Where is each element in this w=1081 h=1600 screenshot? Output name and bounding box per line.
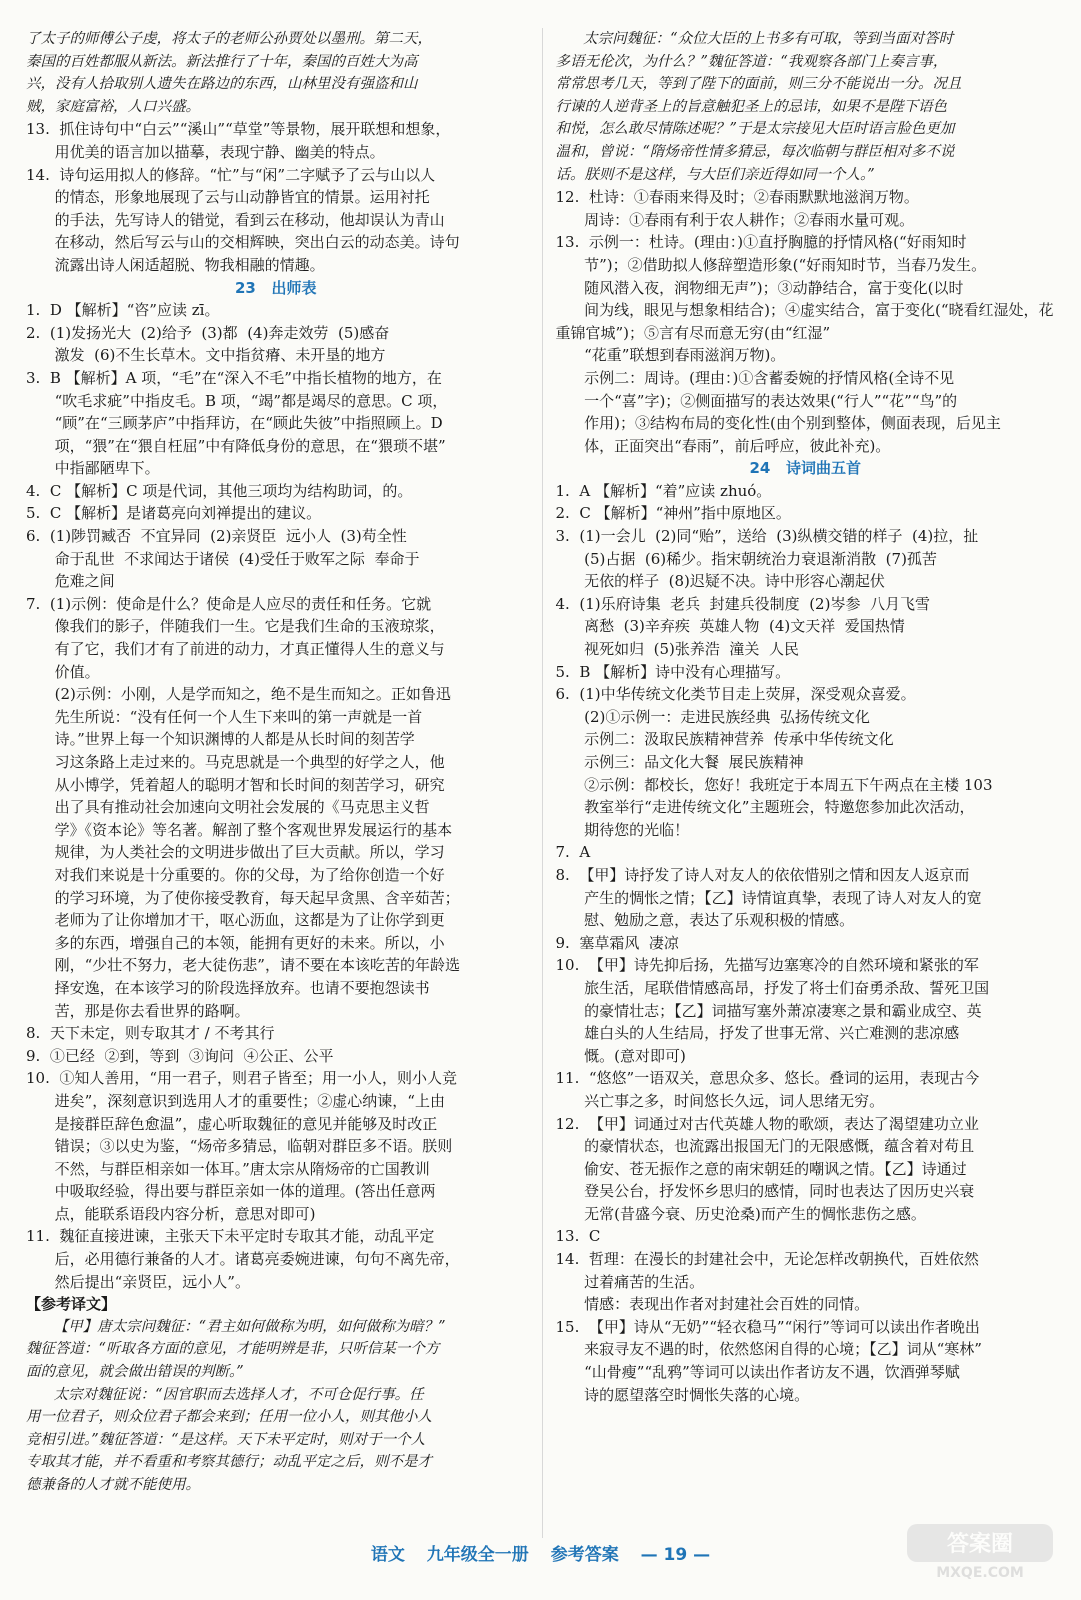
- text-line: 3. (1)一会儿 (2)同“贻”，送给 (3)纵横交错的样子 (4)拉，扯: [555, 527, 979, 546]
- text-line: 的情态，形象地展现了云与山动静皆宜的情景。运用衬托: [26, 188, 430, 207]
- text-line: 错误；③以史为鉴，“炀帝多猜忌，临朝对群臣多不语。朕则: [26, 1137, 453, 1156]
- text-line: 诗。”世界上每一个知识渊博的人都是从长时间的刻苦学: [26, 730, 415, 749]
- text-line: 过着痛苦的生活。: [555, 1272, 705, 1291]
- text-line: 教室举行“走进传统文化”主题班会，特邀您参加此次活动，: [555, 798, 975, 817]
- text-line: 进矣”，深刻意识到选用人才的重要性；②虚心纳谏，“上由: [26, 1091, 445, 1110]
- text-line: 离愁 (3)辛弃疾 英雄人物 (4)文天祥 爱国热情: [555, 617, 905, 636]
- text-line: 老师为了让你增加才干，呕心沥血，这都是为了让你学到更: [26, 911, 445, 930]
- text-line: 慰、勉励之意，表达了乐观积极的情感。: [555, 911, 855, 930]
- footer-page-number: — 19 —: [640, 1545, 711, 1565]
- text-line: “顾”在“三顾茅庐”中指拜访，在“顾此失彼”中指照顾上。D: [26, 414, 443, 433]
- text-line: 11. “悠悠”一语双关，意思众多、悠长。叠词的运用，表现古今: [555, 1069, 980, 1088]
- text-line: 专取其才能，并不看重和考察其德行；动乱平定之后，则不是才: [26, 1454, 432, 1471]
- text-line: 秦国的百姓都服从新法。新法推行了十年，秦国的百姓大为高: [26, 53, 418, 70]
- column-divider: [542, 28, 543, 1538]
- text-line: 中吸取经验，得出要与群臣亲如一体的道理。(答出任意两: [26, 1182, 436, 1201]
- text-line: 3. B 【解析】A 项，“毛”在“深入不毛”中指长植物的地方，在: [26, 368, 442, 387]
- text-line: 价值。: [26, 662, 100, 681]
- text-line: 面的意见，就会做出错误的判断。”: [26, 1364, 244, 1381]
- text-line: 激发 (6)不生长草木。文中指贫瘠、未开垦的地方: [26, 346, 386, 365]
- text-line: 示例三：品文化大餐 展民族精神: [555, 753, 804, 771]
- text-line: 的学习环境，为了使你接受教育，每天起早贪黑、含辛茹苦；: [26, 888, 460, 907]
- text-line: “花重”联想到春雨滋润万物)。: [555, 346, 786, 365]
- text-line: 兴，没有人拾取别人遗失在路边的东西，山林里没有强盗和山: [26, 76, 418, 93]
- text-line: 雄白头的人生结局，抒发了世事无常、兴亡难测的悲凉感: [555, 1024, 960, 1043]
- text-line: 一个“喜”字)；②侧面描写的表达效果(“行人”“花”“鸟”的: [555, 391, 958, 410]
- text-line: 2. (1)发扬光大 (2)给予 (3)都 (4)奔走效劳 (5)感奋: [26, 323, 390, 342]
- text-line: 视死如归 (5)张养浩 潼关 人民: [555, 640, 799, 659]
- text-line: 6. (1)中华传统文化类节目走上荧屏，深受观众喜爱。: [555, 685, 916, 704]
- text-line: 8. 天下未定，则专取其才 / 不考其行: [26, 1024, 275, 1043]
- text-line: 诗的愿望落空时惆怅失落的心境。: [555, 1385, 810, 1404]
- section-heading: 23 出师表: [234, 278, 317, 297]
- text-line: 德兼备的人才就不能使用。: [26, 1477, 200, 1493]
- text-line: (5)占据 (6)稀少。指宋朝统治力衰退渐消散 (7)孤苦: [555, 549, 937, 568]
- text-line: 兴亡事之多，时间悠长久远，词人思绪无穷。: [555, 1091, 885, 1110]
- text-line: 然后提出“亲贤臣，远小人”。: [26, 1272, 250, 1291]
- text-line: 温和，曾说：“隋炀帝性情多猜忌，每次临朝与群臣相对多不说: [555, 143, 955, 160]
- text-line: 后，必用德行兼备的人才。诸葛亮委婉进谏，句句不离先帝，: [26, 1250, 460, 1269]
- text-line: 1. A 【解析】“着”应读 zhuó。: [555, 481, 772, 500]
- text-line: 15. 【甲】诗从“无奶”“轻衣稳马”“闲行”等词可以读出作者晚出: [555, 1317, 980, 1336]
- text-line: 从小博学，凭着超人的聪明才智和长时间的刻苦学习，研究: [26, 775, 445, 794]
- text-line: 太宗问魏征：“众位大臣的上书多有可取，等到当面对答时: [555, 31, 954, 47]
- text-line: 魏征答道：“听取各方面的意见，才能明辨是非，只听信某一个方: [26, 1341, 440, 1358]
- text-line: 先生所说：“没有任何一个人生下来叫的第一声就是一首: [26, 707, 423, 726]
- text-line: 像我们的影子，伴随我们一生。它是我们生命的玉液琼浆，: [26, 617, 445, 636]
- text-line: 无常(昔盛今衰、历史沧桑)而产生的惆怅悲伤之感。: [555, 1204, 926, 1223]
- text-line: 的豪情状态，也流露出报国无门的无限感慨，蕴含着对苟且: [555, 1137, 975, 1156]
- text-line: 多语无伦次，为什么？”魏征答道：“我观察各部门上奏言事，: [555, 53, 948, 70]
- text-line: 节”)；②借助拟人修辞塑造形象(“好雨知时节，当春乃发生。: [555, 255, 987, 274]
- right-column: [556, 28, 1056, 1543]
- text-line: 命于乱世 不求闻达于诸侯 (4)受任于败军之际 奉命于: [26, 549, 420, 568]
- text-line: 对我们来说是十分重要的。你的父母，为了给你创造一个好: [26, 865, 445, 884]
- text-line: 14. 诗句运用拟人的修辞。“忙”与“闲”二字赋予了云与山以人: [26, 165, 436, 184]
- text-line: 5. C 【解析】是诸葛亮向刘禅提出的建议。: [26, 504, 322, 523]
- text-line: 13. C: [555, 1227, 601, 1246]
- text-line: 是接群臣辞色愈温”，虚心听取魏征的意见并能够及时改正: [26, 1114, 438, 1133]
- text-line: 用一位君子，则众位君子都会来到；任用一位小人，则其他小人: [26, 1409, 432, 1426]
- text-line: 苦，那是你去看世界的路啊。: [26, 1001, 250, 1020]
- text-line: 5. B 【解析】诗中没有心理描写。: [555, 662, 791, 681]
- section-heading: 24 诗词曲五首: [749, 459, 862, 478]
- text-line: 在移动，然后写云与山的交相辉映，突出白云的动态美。诗句: [26, 233, 460, 252]
- text-line: (2)①示例一：走进民族经典 弘扬传统文化: [555, 707, 870, 726]
- text-line: 示例二：周诗。(理由：)①含蓄委婉的抒情风格(全诗不见: [555, 368, 955, 387]
- text-line: 随风潜入夜，润物细无声”)；③动静结合，富于变化(以时: [555, 278, 964, 297]
- text-line: 6. (1)陟罚臧否 不宜异同 (2)亲贤臣 远小人 (3)苟全性: [26, 527, 407, 546]
- text-line: 不然，与群臣相亲如一体耳。”唐太宗从隋炀帝的亡国教训: [26, 1159, 430, 1178]
- footer-label: 参考答案: [550, 1545, 619, 1565]
- text-line: 竞相引进。”魏征答道：“是这样。天下未平定时，则对于一个人: [26, 1431, 426, 1448]
- text-line: 间为线，眼见与想象相结合)；④虚实结合，富于变化(“晓看红湿处，花重锦官城”)；⑤言有尽而意无穷(由“红湿”: [555, 301, 1054, 342]
- text-line: “山骨瘦”“乱鸦”等词可以读出作者访友不遇，饮酒弹琴赋: [555, 1363, 960, 1382]
- text-line: 话。朕则不是这样，与大臣们亲近得如同一个人。”: [555, 166, 875, 183]
- text-line: 太宗对魏征说：“因官职而去选择人才，不可仓促行事。任: [26, 1386, 424, 1403]
- text-line: 7. A: [555, 843, 591, 862]
- text-line: 12. 【甲】词通过对古代英雄人物的歌颂，表达了渴望建功立业: [555, 1114, 979, 1133]
- text-line: 点，能联系语段内容分析，意思对即可): [26, 1204, 316, 1223]
- text-line: 9. 塞草霜风 凄凉: [555, 933, 679, 952]
- reference-heading: 【参考译文】: [26, 1295, 117, 1314]
- text-line: 4. (1)乐府诗集 老兵 封建兵役制度 (2)岑参 八月飞雪: [555, 594, 930, 613]
- text-line: 慨。(意对即可): [555, 1046, 686, 1065]
- text-line: 作用)；③结构布局的变化性(由个别到整体，侧面表现，后见主: [555, 414, 1001, 433]
- text-line: 偷安、苍无振作之意的南宋朝廷的嘲讽之情。【乙】诗通过: [555, 1159, 967, 1178]
- watermark-site: MXQE.COM: [936, 1565, 1024, 1581]
- watermark-title: 答案圈: [946, 1532, 1014, 1557]
- text-line: 示例二：汲取民族精神营养 传承中华传统文化: [555, 730, 894, 749]
- text-line: 规律，为人类社会的文明进步做出了巨大贡献。所以，学习: [26, 843, 445, 862]
- text-line: 情感：表现出作者对封建社会百姓的同情。: [555, 1295, 870, 1314]
- text-line: 11. 魏征直接进谏，主张天下未平定时专取其才能，动乱平定: [26, 1227, 435, 1246]
- text-line: 刚，“少壮不努力，老大徒伤悲”，请不要在本该吃苦的年龄选: [26, 956, 460, 975]
- text-line: 来寂寻友不遇的时，依然悠闲自得的心境；【乙】词从“寒林”: [555, 1340, 982, 1359]
- text-line: 13. 抓住诗句中“白云”“溪山”“草堂”等景物，展开联想和想象，: [26, 120, 451, 139]
- text-line: 贼，家庭富裕，人口兴盛。: [26, 98, 200, 115]
- text-line: 和悦，怎么敢尽情陈述呢？”于是太宗接见大臣时语言脸色更加: [555, 121, 955, 138]
- text-line: 1. D 【解析】“咨”应读 zī。: [26, 301, 220, 320]
- text-line: 旅生活，尾联借情感高昂，抒发了将士们奋勇杀敌、誓死卫国: [555, 978, 990, 997]
- text-line: 常常思考几天，等到了陛下的面前，则三分不能说出一分。况且: [555, 76, 962, 93]
- text-line: 择安逸，在本该学习的阶段选择放弃。也请不要抱怨读书: [26, 978, 430, 997]
- text-line: 10. ①知人善用，“用一君子，则君子皆至；用一小人，则小人竞: [26, 1069, 458, 1088]
- text-line: 无依的样子 (8)迟疑不决。诗中形容心潮起伏: [555, 572, 885, 591]
- text-line: 的豪情壮志；【乙】词描写塞外萧凉凄寒之景和霸业成空、英: [555, 1001, 982, 1020]
- text-line: 13. 示例一：杜诗。(理由：)①直抒胸臆的抒情风格(“好雨知时: [555, 233, 967, 252]
- text-line: (2)示例：小刚，人是学而知之，绝不是生而知之。正如鲁迅: [26, 685, 451, 704]
- text-line: 登吴公台，抒发怀乡思归的感情，同时也表达了因历史兴衰: [555, 1182, 975, 1201]
- text-line: 行谏的人逆背圣上的旨意触犯圣上的忌讳，如果不是陛下语色: [555, 98, 947, 115]
- text-line: 12. 杜诗：①春雨来得及时；②春雨默默地滋润万物。: [555, 188, 919, 207]
- text-line: 项，“猥”在“猥自枉屈”中有降低身份的意思，在“猥琐不堪”: [26, 436, 446, 455]
- text-line: 的手法，先写诗人的错觉，看到云在移动，他却误认为青山: [26, 210, 445, 229]
- text-line: 多的东西，增强自己的本领，能拥有更好的未来。所以，小: [26, 933, 445, 952]
- text-line: ②示例：都校长，您好！我班定于本周五下午两点在主楼 103: [555, 775, 993, 794]
- left-column: [26, 28, 526, 1543]
- text-line: 7. (1)示例：使命是什么？使命是人应尽的责任和任务。它就: [26, 594, 432, 613]
- text-line: 了太子的师傅公子虔，将太子的老师公孙贾处以墨刑。第二天，: [26, 31, 432, 47]
- text-line: 学》《资本论》等名著。解剖了整个客观世界发展运行的基本: [26, 820, 453, 839]
- text-line: 期待您的光临！: [555, 820, 690, 839]
- text-line: “吹毛求疵”中指皮毛。B 项，“竭”都是竭尽的意思。C 项，: [26, 391, 448, 410]
- text-line: 8. 【甲】诗抒发了诗人对友人的依依惜别之情和因友人返京而: [555, 865, 970, 884]
- text-line: 4. C 【解析】C 项是代词，其他三项均为结构助词，的。: [26, 481, 413, 500]
- text-line: 中指鄙陋卑下。: [26, 459, 160, 478]
- text-line: 用优美的语言加以描摹，表现宁静、幽美的特点。: [26, 142, 385, 161]
- text-line: 9. ①已经 ②到，等到 ③询问 ④公正、公平: [26, 1046, 334, 1065]
- text-line: 2. C 【解析】“神州”指中原地区。: [555, 504, 791, 523]
- footer-grade: 九年级全一册: [426, 1545, 529, 1565]
- text-line: 出了具有推动社会加速向文明社会发展的《马克思主义哲: [26, 798, 430, 817]
- text-line: 危难之间: [26, 572, 115, 591]
- footer-subject: 语文: [370, 1545, 405, 1565]
- watermark-logo: [905, 1520, 1055, 1582]
- text-line: 有了它，我们才有了前进的动力，才真正懂得人生的意义与: [26, 640, 445, 659]
- text-line: 体，正面突出“春雨”，前后呼应，彼此补充)。: [555, 436, 891, 455]
- text-line: 习这条路上走过来的。马克思就是一个典型的好学之人，他: [26, 753, 445, 771]
- text-line: 产生的惆怅之情；【乙】诗情谊真挚，表现了诗人对友人的宽: [555, 888, 982, 907]
- text-line: 【甲】唐太宗问魏征：“君主如何做称为明，如何做称为暗？”: [26, 1318, 446, 1335]
- text-line: 10. 【甲】诗先抑后扬，先描写边塞寒冷的自然环境和紧张的军: [555, 956, 979, 975]
- text-line: 14. 哲理：在漫长的封建社会中，无论怎样改朝换代，百姓依然: [555, 1250, 979, 1269]
- text-line: 周诗：①春雨有利于农人耕作；②春雨水量可观。: [555, 210, 915, 229]
- text-line: 流露出诗人闲适超脱、物我相融的情趣。: [26, 255, 325, 274]
